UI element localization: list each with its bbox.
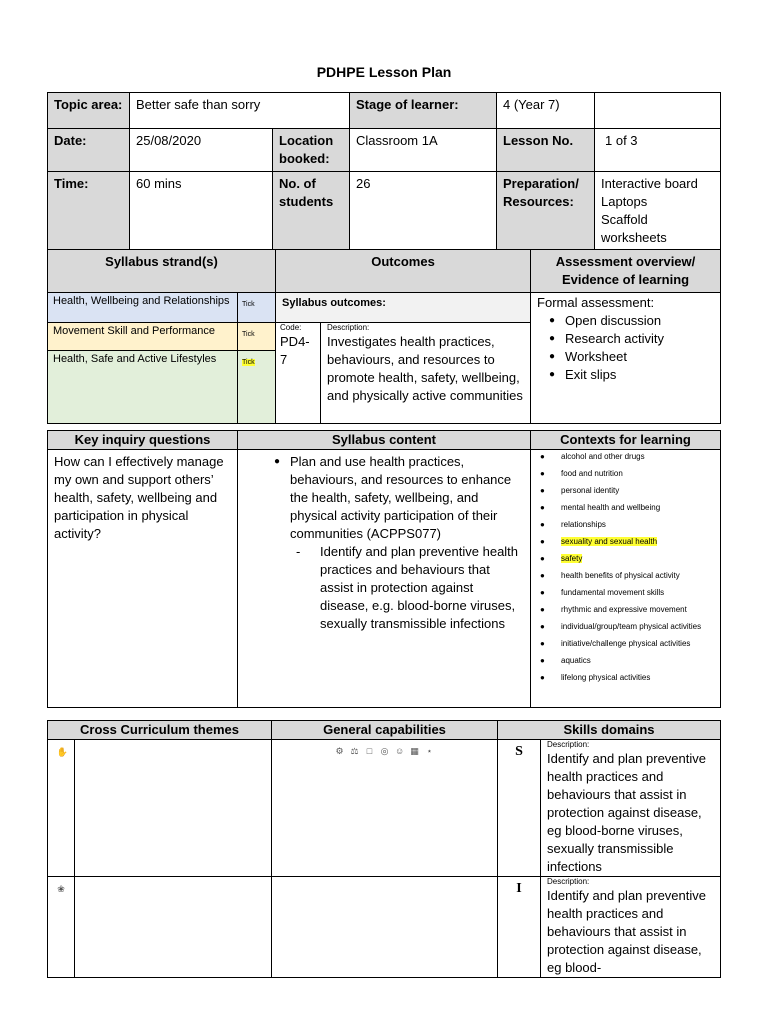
prep-label: Preparation/ Resources: bbox=[497, 172, 595, 251]
skill-description-label: Description: bbox=[547, 877, 590, 886]
cross-content-cell bbox=[75, 740, 272, 877]
cross-header: Cross Curriculum themes bbox=[48, 721, 272, 740]
tick-label: Tick bbox=[242, 331, 255, 338]
assessment-cell bbox=[531, 293, 721, 424]
lesson-value: 1 of 3 bbox=[595, 129, 721, 172]
contexts-header: Contexts for learning bbox=[531, 431, 721, 450]
context-label: mental health and wellbeing bbox=[561, 503, 661, 512]
prep-item: Laptops bbox=[601, 194, 648, 209]
globe-icon: ◎ bbox=[380, 746, 389, 756]
capabilities-cell bbox=[272, 740, 498, 877]
context-label: fundamental movement skills bbox=[561, 588, 665, 597]
stage-label: Stage of learner: bbox=[350, 93, 497, 129]
contexts-cell bbox=[531, 450, 721, 708]
outcomes-header: Outcomes bbox=[276, 250, 531, 293]
context-item bbox=[539, 656, 716, 666]
code-label: Code: bbox=[280, 323, 302, 332]
context-label: sexuality and sexual health bbox=[561, 537, 658, 546]
context-item bbox=[539, 554, 716, 564]
skill-description: Identify and plan preventive health practices and behaviours that assist in protection against disease, eg blood-borne viruses, sexually transmissible infections bbox=[547, 751, 706, 874]
strand-tick bbox=[238, 293, 276, 323]
context-label: individual/group/team physical activities bbox=[561, 622, 702, 631]
assessment-item: ● Exit slips bbox=[543, 366, 714, 384]
computer-icon: □ bbox=[366, 746, 373, 756]
strand-label: Health, Safe and Active Lifestyles bbox=[48, 351, 238, 424]
assessment-list bbox=[537, 312, 714, 384]
cross-content-cell bbox=[75, 877, 272, 978]
empty-cell bbox=[595, 93, 721, 129]
context-label: personal identity bbox=[561, 486, 620, 495]
context-label: safety bbox=[561, 554, 583, 563]
context-item bbox=[539, 673, 716, 683]
students-value: 26 bbox=[350, 172, 497, 251]
assessment-item: ● Open discussion bbox=[543, 312, 714, 330]
strand-header: Syllabus strand(s) bbox=[48, 250, 276, 293]
context-item bbox=[539, 486, 716, 496]
location-label: Location booked: bbox=[273, 129, 350, 172]
lesson-info-table bbox=[47, 92, 721, 251]
cross-curriculum-table bbox=[47, 720, 721, 978]
outcomes-label: Syllabus outcomes: bbox=[276, 293, 531, 323]
description-cell bbox=[321, 323, 531, 424]
prep-item: Interactive board bbox=[601, 176, 698, 191]
location-value: Classroom 1A bbox=[350, 129, 497, 172]
cog-icon: ❀ bbox=[57, 884, 65, 894]
date-value: 25/08/2020 bbox=[130, 129, 273, 172]
cross-icon-cell bbox=[48, 740, 75, 877]
context-label: rhythmic and expressive movement bbox=[561, 605, 687, 614]
context-label: aquatics bbox=[561, 656, 591, 665]
assessment-title: Formal assessment: bbox=[537, 295, 655, 310]
dash-icon: - bbox=[296, 544, 301, 559]
inquiry-question: How can I effectively manage my own and support others’ health, safety, wellbeing and participation in physical activity? bbox=[48, 450, 238, 708]
skill-description: Identify and plan preventive health practices and behaviours that assist in protection against disease, eg blood- bbox=[547, 888, 706, 975]
time-label: Time: bbox=[48, 172, 130, 251]
contexts-list bbox=[535, 452, 716, 683]
strand-label: Movement Skill and Performance bbox=[48, 323, 238, 351]
strand-tick bbox=[238, 351, 276, 424]
skill-description-label: Description: bbox=[547, 740, 590, 749]
context-item bbox=[539, 452, 716, 462]
content-list bbox=[244, 453, 524, 543]
prep-item: Scaffold bbox=[601, 212, 648, 227]
people-icon: ☺ bbox=[395, 746, 405, 756]
students-label: No. of students bbox=[273, 172, 350, 251]
assessment-item: ● Research activity bbox=[543, 330, 714, 348]
context-label: food and nutrition bbox=[561, 469, 623, 478]
description-label: Description: bbox=[327, 323, 370, 332]
context-item bbox=[539, 588, 716, 598]
scales-icon: ⚖ bbox=[350, 746, 359, 756]
strand-tick bbox=[238, 323, 276, 351]
strand-label: Health, Wellbeing and Relationships bbox=[48, 293, 238, 323]
skill-letter: S bbox=[498, 740, 541, 877]
topic-label: Topic area: bbox=[48, 93, 130, 129]
assessment-item: ● Worksheet bbox=[543, 348, 714, 366]
calculator-icon: ⋆ bbox=[426, 746, 433, 756]
content-subitem bbox=[244, 543, 524, 633]
content-item: ● Plan and use health practices, behaviours, and resources to enhance the health, safety, wellbeing, and physical activity participation of their communities (ACPPS077) bbox=[268, 453, 524, 543]
content-subitem-text: Identify and plan preventive health practices and behaviours that assist in protection against disease, e.g. blood-borne viruses, sexually transmissible infections bbox=[320, 544, 519, 631]
code-cell bbox=[276, 323, 321, 424]
context-label: health benefits of physical activity bbox=[561, 571, 680, 580]
cross-icon-cell bbox=[48, 877, 75, 978]
code-value: PD4-7 bbox=[280, 334, 310, 367]
topic-value: Better safe than sorry bbox=[130, 93, 350, 129]
capabilities-header: General capabilities bbox=[272, 721, 498, 740]
context-item bbox=[539, 622, 716, 632]
context-item bbox=[539, 639, 716, 649]
gears-icon: ⚙ bbox=[335, 746, 344, 756]
prep-value bbox=[595, 172, 721, 251]
context-item bbox=[539, 537, 716, 547]
inquiry-table bbox=[47, 430, 721, 708]
lesson-label: Lesson No. bbox=[497, 129, 595, 172]
page-title: PDHPE Lesson Plan bbox=[316, 64, 452, 80]
skill-description-cell bbox=[541, 740, 721, 877]
content-cell bbox=[238, 450, 531, 708]
assessment-header: Assessment overview/ Evidence of learning bbox=[531, 250, 721, 293]
skills-header: Skills domains bbox=[498, 721, 721, 740]
skill-letter: I bbox=[498, 877, 541, 978]
book-icon: ▦ bbox=[410, 746, 419, 756]
time-value: 60 mins bbox=[130, 172, 273, 251]
stage-value: 4 (Year 7) bbox=[497, 93, 595, 129]
context-item bbox=[539, 469, 716, 479]
prep-item: worksheets bbox=[601, 230, 667, 245]
hand-icon: ✋ bbox=[56, 747, 68, 757]
context-label: relationships bbox=[561, 520, 606, 529]
context-item bbox=[539, 605, 716, 615]
context-label: initiative/challenge physical activities bbox=[561, 639, 691, 648]
date-label: Date: bbox=[48, 129, 130, 172]
tick-label: Tick bbox=[242, 301, 255, 308]
context-label: alcohol and other drugs bbox=[561, 452, 645, 461]
description-value: Investigates health practices, behaviours, and resources to promote health, safety, wellbeing, and physically active communities bbox=[327, 334, 523, 403]
inquiry-header: Key inquiry questions bbox=[48, 431, 238, 450]
content-header: Syllabus content bbox=[238, 431, 531, 450]
context-item bbox=[539, 571, 716, 581]
syllabus-table bbox=[47, 249, 721, 424]
context-item bbox=[539, 520, 716, 530]
capabilities-cell bbox=[272, 877, 498, 978]
tick-label: Tick bbox=[242, 359, 255, 366]
context-label: lifelong physical activities bbox=[561, 673, 651, 682]
skill-description-cell bbox=[541, 877, 721, 978]
context-item bbox=[539, 503, 716, 513]
